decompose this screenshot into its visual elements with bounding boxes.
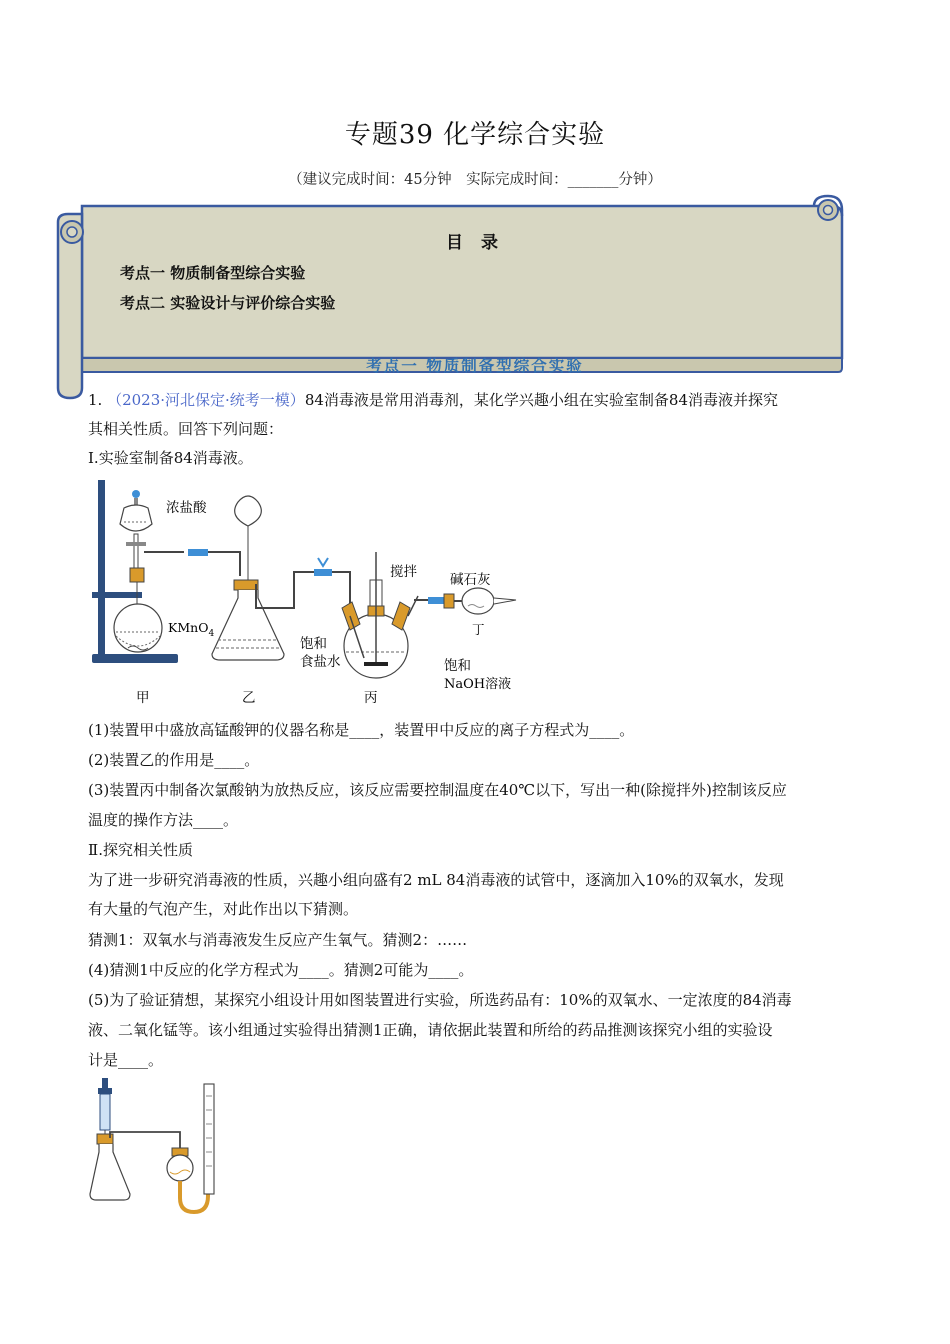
label-conc-hcl: 浓盐酸 [166, 500, 207, 516]
label-ding: 丁 [472, 622, 485, 637]
sub-question-2: (2)装置乙的作用是____。 [88, 751, 260, 769]
sub-question-3-line1: (3)装置丙中制备次氯酸钠为放热反应，该反应需要控制温度在40℃以下，写出一种(除搅拌外)控制该反应 [88, 781, 787, 799]
label-sat-naoh-1: 饱和 [444, 658, 471, 674]
question-intro [88, 386, 878, 415]
toc-item-2[interactable]: 考点二 实验设计与评价综合实验 [120, 294, 336, 312]
question-intro-line2: 其相关性质。回答下列问题： [88, 420, 284, 438]
sub-question-4: (4)猜测1中反应的化学方程式为____。猜测2可能为____。 [88, 961, 474, 979]
drying-bulb [167, 1148, 193, 1181]
part2-text-line1: 为了进一步研究消毒液的性质，兴趣小组向盛有2 mL 84消毒液的试管中，逐滴加入10%的双氧水，发现 [88, 871, 784, 889]
sub-question-5-line2: 液、二氧化锰等。该小组通过实验得出猜测1正确，请依据此装置和所给的药品推测该探究小组的实验设 [88, 1021, 773, 1039]
label-sat-nacl-1: 饱和 [300, 636, 327, 652]
question-number: 1. [88, 391, 103, 409]
measuring-tube [204, 1084, 214, 1194]
part2-text-line2: 有大量的气泡产生，对此作出以下猜测。 [88, 900, 359, 918]
page-title: 专题39 化学综合实验 [344, 120, 606, 150]
separatory-funnel [120, 490, 152, 568]
label-kmno4: KMnO$_4$ [168, 620, 215, 639]
drying-tube-ding [454, 588, 516, 614]
erlenmeyer-flask [90, 1134, 130, 1200]
time-hint: （建议完成时间：45分钟 实际完成时间：_______分钟） [288, 172, 662, 188]
question-source: （2023·河北保定·统考一模） [107, 391, 305, 409]
label-soda-lime: 碱石灰 [450, 572, 491, 588]
flask-jia [114, 568, 162, 652]
label-bing: 丙 [364, 690, 378, 706]
label-sat-naoh-2: NaOH溶液 [444, 677, 512, 692]
stand-rod [98, 480, 105, 656]
sub-question-5-line1: (5)为了验证猜想，某探究小组设计用如图装置进行实验，所选药品有：10%的双氧水、一定浓度的84消毒 [88, 991, 792, 1009]
guess-text: 猜测1：双氧水与消毒液发生反应产生氧气。猜测2：…… [88, 931, 468, 949]
label-sat-nacl-2: 食盐水 [300, 654, 341, 670]
part1-title: I.实验室制备84消毒液。 [88, 449, 253, 467]
apparatus-figure-2 [88, 1076, 248, 1218]
stand-base [92, 654, 178, 663]
flask-yi [212, 496, 284, 660]
apparatus-figure-1 [88, 476, 528, 708]
label-stir: 搅拌 [390, 564, 417, 580]
part2-title: Ⅱ.探究相关性质 [88, 841, 193, 859]
toc-heading: 目 录 [446, 233, 504, 253]
stand-clamp [92, 592, 142, 598]
label-jia: 甲 [136, 690, 150, 706]
section-title: 考点一 物质制备型综合实验 [366, 356, 584, 375]
sub-question-1: (1)装置甲中盛放高锰酸钾的仪器名称是____，装置甲中反应的离子方程式为____。 [88, 721, 635, 739]
label-yi: 乙 [242, 690, 256, 706]
sub-question-5-line3: 计是____。 [88, 1051, 164, 1069]
question-intro-text: 84消毒液是常用消毒剂，某化学兴趣小组在实验室制备84消毒液并探究 [304, 391, 778, 409]
sub-question-3-line2: 温度的操作方法____。 [88, 811, 239, 829]
toc-item-1[interactable]: 考点一 物质制备型综合实验 [120, 264, 306, 282]
